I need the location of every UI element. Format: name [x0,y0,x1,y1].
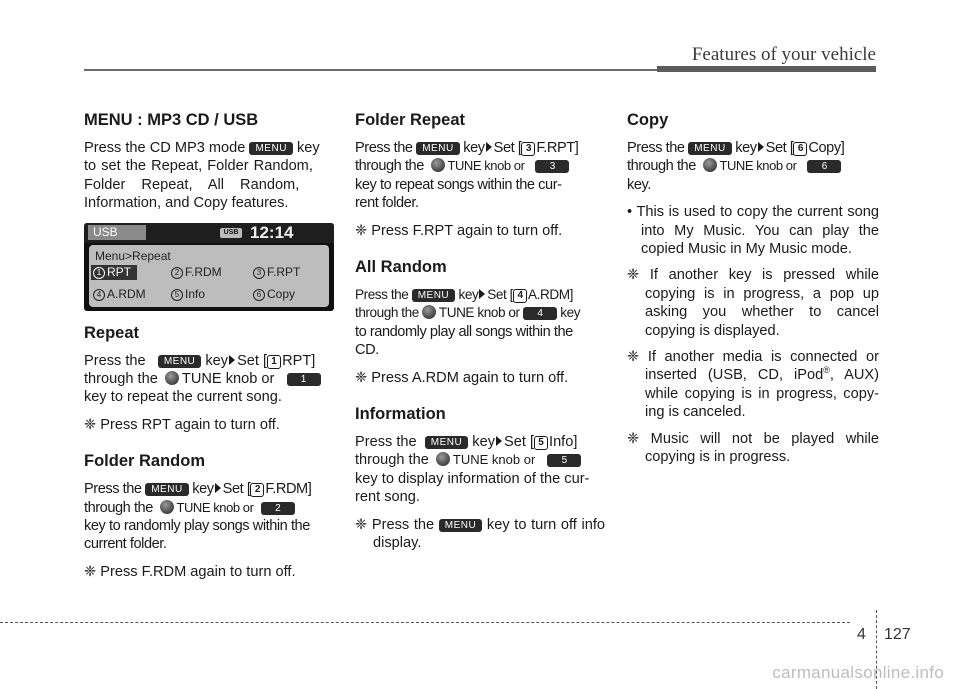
folder-random-note: ❈ Press F.RDM again to turn off. [84,563,296,580]
display-menu-item: 5 Info [171,287,205,302]
folder-repeat-note: ❈ Press F.RPT again to turn off. [355,222,563,239]
arrow-right-icon [215,483,221,493]
copy-note-3: ❈ Music will not be played while copying is in progress. [627,430,879,466]
display-menu-item: 4 A.RDM [93,287,146,302]
menu-key-icon: MENU [416,142,459,155]
section-title-all-random: All Random [355,258,447,277]
display-clock: 12:14 [250,222,294,242]
display-menu-item: 2 F.RDM [171,265,222,280]
number-key-icon: 6 [807,160,841,173]
copy-bullet: • This is used to copy the current song into My Music. You can play the copied Music in My Music mode. [627,204,879,258]
copy-instructions: Press the MENU key Set [ 6 Copy] through the TUNE knob or 6 key. [627,140,845,193]
menu-key-icon: MENU [158,355,201,368]
page-number: 127 [884,626,911,643]
number-4-icon: 4 [513,289,527,303]
section-title-repeat: Repeat [84,323,140,342]
display-menu-panel [89,245,329,307]
all-random-note: ❈ Press A.RDM again to turn off. [355,369,569,386]
bullet-icon: • [627,204,633,221]
arrow-right-icon [758,142,764,152]
note-mark-icon: ❈ [355,222,368,239]
tune-knob-icon [703,158,717,172]
menu-key-icon: MENU [425,436,468,449]
folder-repeat-instructions: Press the MENU key Set [ 3 F.RPT] through the TUNE knob or 3 key to repeat songs within the cur- rent folder. [355,140,579,212]
note-mark-icon: ❈ [627,430,640,447]
note-mark-icon: ❈ [355,369,368,386]
intro-paragraph: Press the CD MP3 mode MENU key to set the Repeat, Folder Random, Folder Repeat, All Random, Information, and Copy features. [84,140,320,212]
copy-note-2: ❈ If another media is connected or inserted (USB, CD, iPod®, AUX) while copying is in progress, copy-ing is canceled. [627,349,879,421]
display-breadcrumb: Menu>Repeat [95,248,171,263]
footer-rule [0,622,850,623]
note-mark-icon: ❈ [84,416,97,433]
section-title-folder-repeat: Folder Repeat [355,111,466,129]
tune-knob-icon [165,371,179,385]
section-title-menu: MENU : MP3 CD / USB [84,111,259,129]
header-rule-accent [657,66,876,72]
arrow-right-icon [496,436,502,446]
tune-knob-icon [160,500,174,514]
number-1-icon: 1 [267,355,281,369]
section-title-information: Information [355,405,446,424]
number-key-icon: 4 [523,307,557,320]
display-menu-item: 1 RPT [91,265,137,280]
all-random-instructions: Press the MENU key Set [ 4 A.RDM] through the TUNE knob or 4 key to randomly play all songs within the CD. [355,287,581,359]
information-note: ❈ Press the MENU key to turn off info display. [355,516,606,552]
tune-knob-icon [431,158,445,172]
folder-random-instructions: Press the MENU key Set [ 2 F.RDM] through the TUNE knob or 2 key to randomly play songs within the current folder. [84,481,312,553]
arrow-right-icon [229,355,235,365]
tune-knob-icon [436,452,450,466]
menu-key-icon: MENU [439,519,482,532]
repeat-note: ❈ Press RPT again to turn off. [84,416,280,433]
column-3 [627,108,879,475]
column-2 [355,108,605,561]
number-key-icon: 3 [535,160,569,173]
number-key-icon: 5 [547,454,581,467]
column-1 [84,108,334,589]
usb-badge-icon: USB [220,228,242,238]
arrow-right-icon [479,289,485,299]
page-header-title: Features of your vehicle [691,44,876,65]
number-3-icon: 3 [521,142,535,156]
note-mark-icon: ❈ [355,516,368,533]
menu-key-icon: MENU [249,142,292,155]
menu-key-icon: MENU [412,289,455,302]
menu-key-icon: MENU [145,483,188,496]
display-menu-item: 6 Copy [253,287,295,302]
arrow-right-icon [486,142,492,152]
display-source-label: USB [88,225,146,240]
section-title-folder-random: Folder Random [84,452,206,471]
display-menu-item: 3 F.RPT [253,265,300,280]
note-mark-icon: ❈ [84,563,97,580]
chapter-number: 4 [857,626,866,643]
number-key-icon: 1 [287,373,321,386]
repeat-instructions: Press the MENU key Set [ 1 RPT] through the TUNE knob or 1 key to repeat the current song. [84,352,334,407]
information-instructions: Press the MENU key Set [ 5 Info] through the TUNE knob or 5 key to display information of the cur- rent song. [355,434,590,506]
number-2-icon: 2 [250,483,264,497]
section-title-copy: Copy [627,111,669,129]
registered-mark: ® [823,365,830,376]
number-5-icon: 5 [534,436,548,450]
menu-key-icon: MENU [688,142,731,155]
copy-note-1: ❈ If another key is pressed while copying is in progress, a pop up asking you whether to cancel copying is displayed. [627,267,879,339]
note-mark-icon: ❈ [627,267,640,284]
number-6-icon: 6 [793,142,807,156]
number-key-icon: 2 [261,502,295,515]
tune-knob-icon [422,305,436,319]
note-mark-icon: ❈ [627,349,640,366]
watermark: carmanualsonline.info [772,663,944,682]
display-screenshot [84,223,334,311]
